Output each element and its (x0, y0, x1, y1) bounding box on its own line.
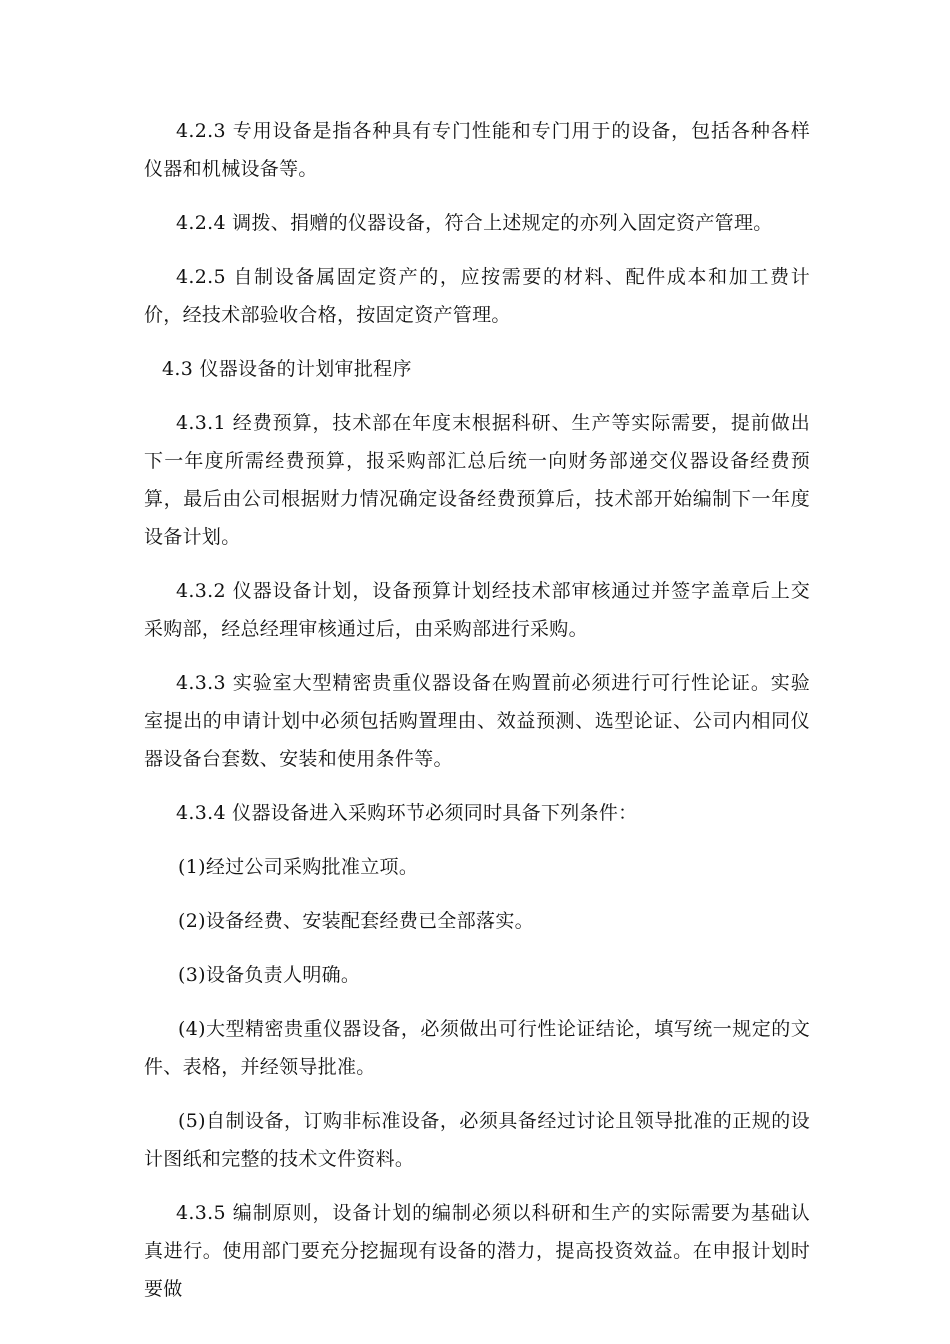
list-item-1: (1)经过公司采购批准立项。 (178, 856, 419, 878)
paragraph-4-3-5: 4.3.5 编制原则，设备计划的编制必须以科研和生产的实际需要为基础认真进行。使用部门要充分挖掘现有设备的潜力，提高投资效益。在申报计划时要做 (144, 1202, 810, 1300)
list-item-5: (5)自制设备，订购非标准设备，必须具备经过讨论且领导批准的正规的设计图纸和完整的技术文件资料。 (144, 1110, 810, 1170)
section-heading-4-3: 4.3 仪器设备的计划审批程序 (162, 358, 412, 380)
list-item-4: (4)大型精密贵重仪器设备，必须做出可行性论证结论，填写统一规定的文件、表格，并经领导批准。 (144, 1018, 810, 1078)
paragraph-4-2-3: 4.2.3 专用设备是指各种具有专门性能和专门用于的设备，包括各种各样仪器和机械设备等。 (144, 120, 810, 180)
paragraph-4-2-5: 4.2.5 自制设备属固定资产的，应按需要的材料、配件成本和加工费计价，经技术部验收合格，按固定资产管理。 (144, 266, 810, 326)
paragraph-4-2-4: 4.2.4 调拨、捐赠的仪器设备，符合上述规定的亦列入固定资产管理。 (176, 212, 773, 234)
paragraph-4-3-2: 4.3.2 仪器设备计划，设备预算计划经技术部审核通过并签字盖章后上交采购部，经总经理审核通过后，由采购部进行采购。 (144, 580, 810, 640)
paragraph-4-3-3: 4.3.3 实验室大型精密贵重仪器设备在购置前必须进行可行性论证。实验室提出的申请计划中必须包括购置理由、效益预测、选型论证、公司内相同仪器设备台套数、安装和使用条件等。 (144, 672, 810, 770)
list-item-3: (3)设备负责人明确。 (178, 964, 361, 986)
document-page (144, 112, 810, 1324)
paragraph-4-3-1: 4.3.1 经费预算，技术部在年度末根据科研、生产等实际需要，提前做出下一年度所需经费预算，报采购部汇总后统一向财务部递交仪器设备经费预算，最后由公司根据财力情况确定设备经费预算后，技术部开始编制下一年度设备计划。 (144, 412, 810, 548)
list-item-2: (2)设备经费、安装配套经费已全部落实。 (178, 910, 534, 932)
paragraph-4-3-4: 4.3.4 仪器设备进入采购环节必须同时具备下列条件： (176, 802, 638, 824)
